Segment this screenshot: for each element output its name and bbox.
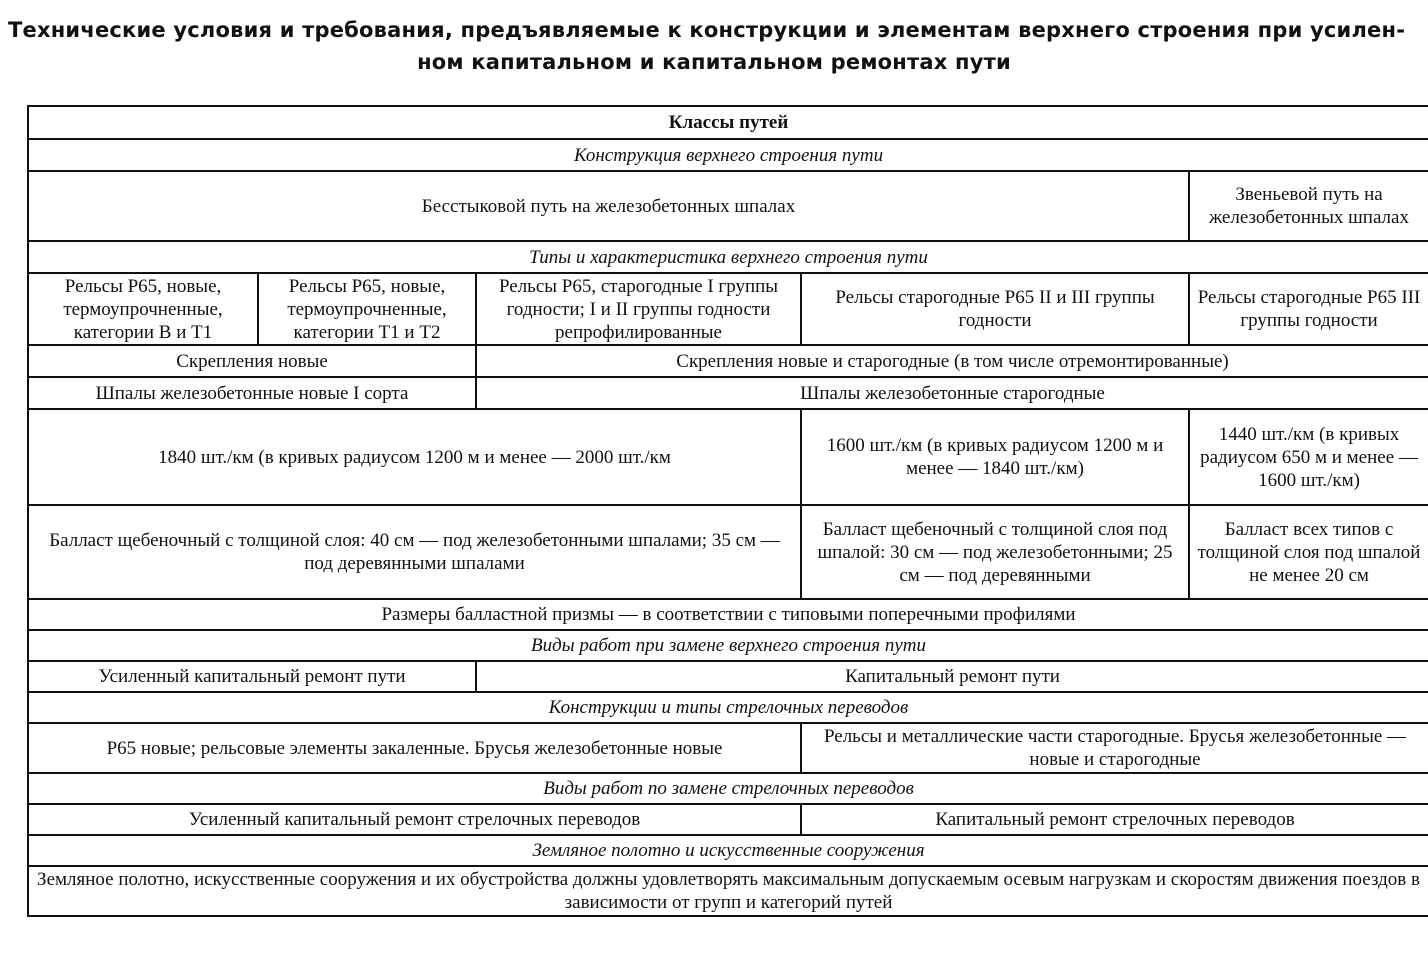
rail-cell-1: Рельсы Р65, новые, термоупрочненные, категории В и Т1: [28, 273, 258, 345]
section-types: Типы и характеристика верхнего строения пути: [28, 241, 1428, 273]
density-cell-3: 1440 шт./км (в кривых радиусом 650 м и менее — 1600 шт./км): [1189, 409, 1428, 505]
section-switch-works: Виды работ по замене стрелочных переводов: [28, 773, 1428, 804]
subgrade-cell: Земляное полотно, искусственные сооружения и их обустройства должны удовлетворять максимальным допускаемым осевым нагрузкам и скоростям движения поездов в зависимости от групп и категорий путей: [28, 866, 1428, 916]
section-subgrade: Земляное полотно и искусственные сооружения: [28, 835, 1428, 866]
document-title: [0, 14, 1428, 78]
ballast-prism-cell: Размеры балластной призмы — в соответствии с типовыми поперечными профилями: [28, 599, 1428, 630]
ballast-cell-3: Балласт всех типов с толщиной слоя под шпалой не менее 20 см: [1189, 505, 1428, 599]
fastenings-mixed-cell: Скрепления новые и старогодные (в том числе отремонтированные): [476, 345, 1428, 377]
continuous-track-cell: Бесстыковой путь на железобетонных шпалах: [28, 171, 1189, 241]
requirements-table: [27, 105, 1428, 917]
title-line-2: ном капитальном и капитальном ремонтах пути: [417, 50, 1011, 74]
switch-new-cell: Р65 новые; рельсовые элементы закаленные. Брусья железобетонные новые: [28, 723, 801, 773]
switch-work-capital-cell: Капитальный ремонт стрелочных переводов: [801, 804, 1428, 835]
ballast-cell-1: Балласт щебеночный с толщиной слоя: 40 см — под железобетонными шпалами; 35 см — под деревянными шпалами: [28, 505, 801, 599]
work-capital-cell: Капитальный ремонт пути: [476, 661, 1428, 692]
rail-cell-4: Рельсы старогодные Р65 II и III группы годности: [801, 273, 1189, 345]
rail-cell-2: Рельсы Р65, новые, термоупрочненные, категории Т1 и Т2: [258, 273, 476, 345]
section-structure: Конструкция верхнего строения пути: [28, 139, 1428, 171]
section-switches: Конструкции и типы стрелочных переводов: [28, 692, 1428, 723]
rail-cell-5: Рельсы старогодные Р65 III группы годности: [1189, 273, 1428, 345]
track-classes-header: Классы путей: [28, 106, 1428, 139]
switch-used-cell: Рельсы и металлические части старогодные. Брусья железобетонные — новые и старогодные: [801, 723, 1428, 773]
sleepers-used-cell: Шпалы железобетонные старогодные: [476, 377, 1428, 409]
ballast-cell-2: Балласт щебеночный с толщиной слоя под шпалой: 30 см — под железобетонными; 25 см — под деревянными: [801, 505, 1189, 599]
density-cell-1: 1840 шт./км (в кривых радиусом 1200 м и менее — 2000 шт./км: [28, 409, 801, 505]
rail-cell-3: Рельсы Р65, старогодные I группы годности; I и II группы годности репрофилированные: [476, 273, 801, 345]
sleepers-new-cell: Шпалы железобетонные новые I сорта: [28, 377, 476, 409]
fastenings-new-cell: Скрепления новые: [28, 345, 476, 377]
density-cell-2: 1600 шт./км (в кривых радиусом 1200 м и менее — 1840 шт./км): [801, 409, 1189, 505]
section-works: Виды работ при замене верхнего строения пути: [28, 630, 1428, 661]
title-line-1: Технические условия и требования, предъявляемые к конструкции и элементам верхнего строения при усилен-: [8, 18, 1406, 42]
work-reinforced-cell: Усиленный капитальный ремонт пути: [28, 661, 476, 692]
jointed-track-cell: Звеньевой путь на железобетонных шпалах: [1189, 171, 1428, 241]
switch-work-reinforced-cell: Усиленный капитальный ремонт стрелочных переводов: [28, 804, 801, 835]
